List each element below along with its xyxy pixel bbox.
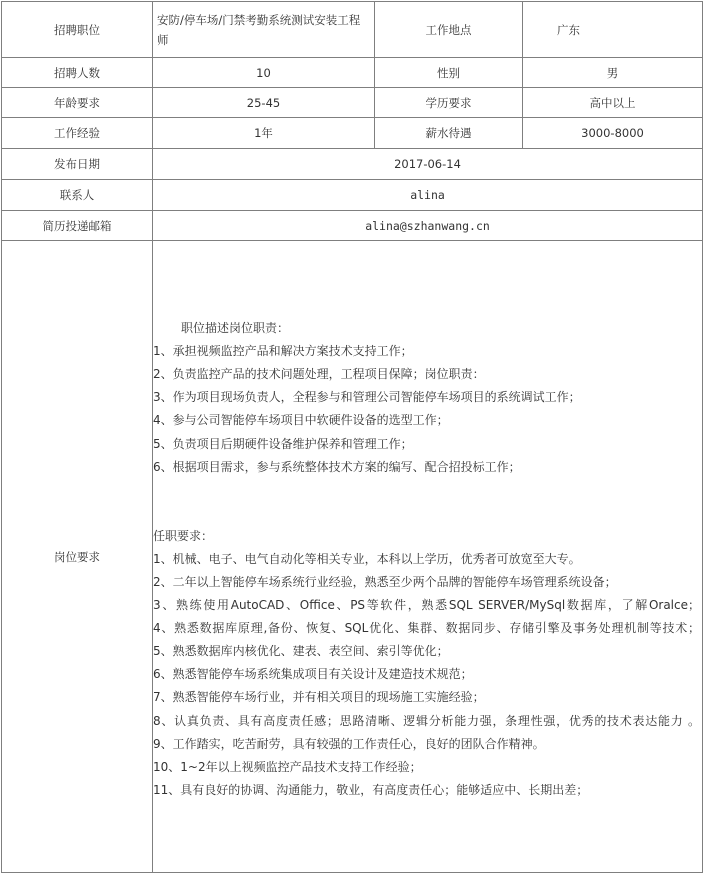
duty-item: 3、作为项目现场负责人，全程参与和管理公司智能停车场项目的系统调试工作； — [153, 390, 581, 405]
row-contact — [2, 180, 703, 211]
qualification-item: 10、1~2年以上视频监控产品技术支持工作经验； — [153, 759, 422, 774]
duty-item: 5、负责项目后期硬件设备维护保养和管理工作； — [153, 436, 413, 451]
education-label: 学历要求 — [375, 88, 523, 118]
qualifications-heading: 任职要求： — [153, 528, 214, 543]
duty-item: 1、承担视频监控产品和解决方案技术支持工作； — [153, 344, 413, 359]
duty-item: 4、参与公司智能停车场项目中软硬件设备的选型工作； — [153, 413, 449, 428]
education-value: 高中以上 — [523, 88, 703, 118]
email-value: alina@szhanwang.cn — [153, 211, 703, 241]
date-label: 发布日期 — [2, 149, 153, 180]
row-date — [2, 149, 703, 180]
age-label: 年龄要求 — [2, 88, 153, 118]
headcount-value: 10 — [153, 58, 375, 88]
duty-item: 6、根据项目需求，参与系统整体技术方案的编写、配合招投标工作； — [153, 459, 521, 474]
job-posting-table — [1, 1, 703, 873]
salary-value: 3000-8000 — [523, 118, 703, 149]
gender-label: 性别 — [375, 58, 523, 88]
date-value: 2017-06-14 — [153, 149, 703, 180]
position-value: 安防/停车场/门禁考勤系统测试安装工程师 — [153, 2, 375, 58]
location-label: 工作地点 — [375, 2, 523, 58]
row-headcount — [2, 58, 703, 88]
duty-item: 2、负责监控产品的技术问题处理，工程项目保障；岗位职责： — [153, 367, 485, 382]
duties-heading: 职位描述岗位职责： — [181, 321, 290, 336]
spacer — [153, 479, 700, 525]
row-requirements — [2, 241, 703, 873]
age-value: 25-45 — [153, 88, 375, 118]
requirements-text — [153, 311, 702, 802]
qualification-item: 11、具有良好的协调、沟通能力，敬业，有高度责任心；能够适应中、长期出差； — [153, 782, 589, 797]
qualification-item: 1、机械、电子、电气自动化等相关专业，本科以上学历，优秀者可放宽至大专。 — [153, 551, 581, 566]
row-experience — [2, 118, 703, 149]
salary-label: 薪水待遇 — [375, 118, 523, 149]
location-value: 广东 — [523, 2, 703, 58]
qualification-item: 8、认真负责、具有高度责任感；思路清晰、逻辑分析能力强，条理性强，优秀的技术表达能力 。 — [153, 713, 700, 728]
qualification-item: 7、熟悉智能停车场行业，并有相关项目的现场施工实施经验； — [153, 690, 485, 705]
contact-value: alina — [153, 180, 703, 211]
position-label: 招聘职位 — [2, 2, 153, 58]
row-age — [2, 88, 703, 118]
qualification-item: 2、二年以上智能停车场系统行业经验，熟悉至少两个品牌的智能停车场管理系统设备； — [153, 574, 617, 589]
contact-label: 联系人 — [2, 180, 153, 211]
qualification-item: 4、熟悉数据库原理,备份、恢复、SQL优化、集群、数据同步、存储引擎及事务处理机制等技术； — [153, 621, 700, 636]
experience-label: 工作经验 — [2, 118, 153, 149]
qualification-item: 6、熟悉智能停车场系统集成项目有关设计及建造技术规范； — [153, 667, 473, 682]
qualification-item: 5、熟悉数据库内核优化、建表、表空间、索引等优化； — [153, 644, 449, 659]
experience-value: 1年 — [153, 118, 375, 149]
qualification-item: 3、熟练使用AutoCAD、Office、PS等软件，熟悉SQL SERVER/MySql数据库，了解Oralce； — [153, 598, 700, 613]
requirements-label: 岗位要求 — [2, 241, 153, 873]
row-position — [2, 2, 703, 58]
qualification-item: 9、工作踏实，吃苦耐劳，具有较强的工作责任心，良好的团队合作精神。 — [153, 736, 545, 751]
email-label: 简历投递邮箱 — [2, 211, 153, 241]
gender-value: 男 — [523, 58, 703, 88]
requirements-content — [153, 241, 703, 873]
headcount-label: 招聘人数 — [2, 58, 153, 88]
row-email — [2, 211, 703, 241]
